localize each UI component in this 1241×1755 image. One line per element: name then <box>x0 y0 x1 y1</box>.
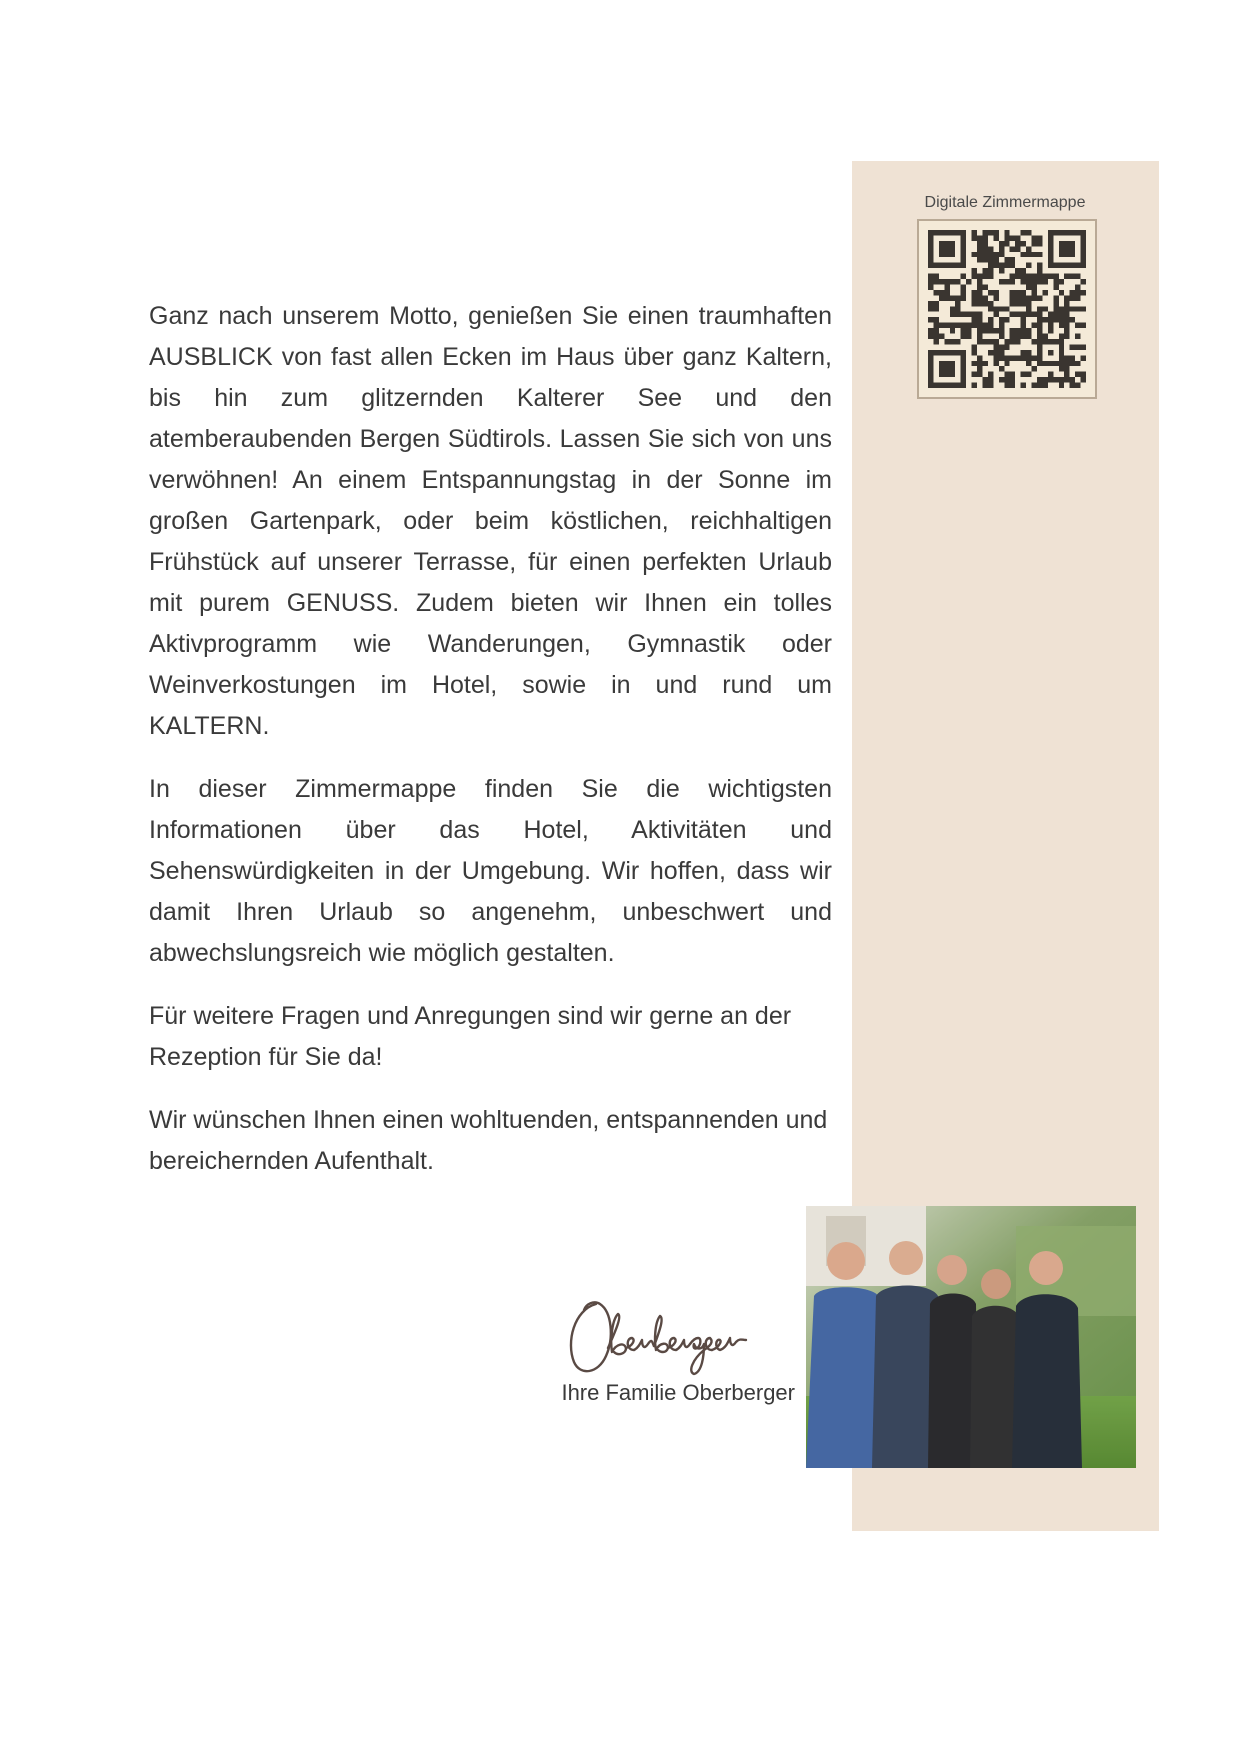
paragraph-wishes: Wir wünschen Ihnen einen wohltuenden, entspannenden und bereichernden Aufenthalt. <box>149 1106 828 1175</box>
paragraph-questions: Für weitere Fragen und Anregungen sind wir gerne an der Rezeption für Sie da! <box>149 1002 792 1071</box>
paragraph-zimmermappe: In dieser Zimmermappe finden Sie die wichtigsten Informationen über das Hotel, Aktivitäten und Sehenswürdigkeiten in der Umgebung. Wir hoffen, dass wir damit Ihren Urlaub so angenehm, unbeschwert und abwechslungsreich wie möglich gestalten. <box>149 775 832 967</box>
signature-caption: Ihre Familie Oberberger <box>561 1380 795 1405</box>
body-text <box>149 296 832 1204</box>
family-photo <box>806 1206 1136 1468</box>
qr-label: Digitale Zimmermappe <box>924 194 1086 211</box>
qr-code-icon[interactable] <box>917 219 1097 399</box>
handwritten-signature <box>560 1290 800 1380</box>
paragraph-intro: Ganz nach unserem Motto, genießen Sie einen traumhaften AUSBLICK von fast allen Ecken im Haus über ganz Kaltern, bis hin zum glitzernden Kalterer See und den atemberaubenden Bergen Südtirols. Lassen Sie sich von uns verwöhnen! An einem Entspannungstag in der Sonne im großen Gartenpark, oder beim köstlichen, reichhaltigen Frühstück auf unserer Terrasse, für einen perfekten Urlaub mit purem GENUSS. Zudem bieten wir Ihnen ein tolles Aktivprogramm wie Wanderungen, Gymnastik oder Weinverkostungen im Hotel, sowie in und rund um KALTERN. <box>149 302 832 740</box>
